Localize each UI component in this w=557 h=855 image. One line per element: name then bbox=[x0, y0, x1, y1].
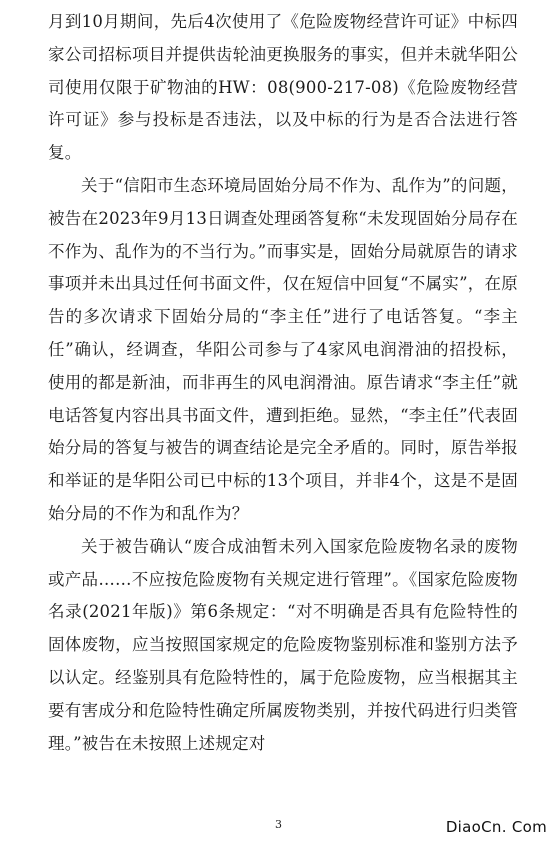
page-number: 3 bbox=[275, 818, 282, 831]
site-watermark: DiaoCn. Com bbox=[445, 818, 547, 836]
paragraph-3: 关于被告确认“废合成油暂未列入国家危险废物名录的废物或产品……不应按危险废物有关规定进行管理”。《国家危险废物名录(2021年版)》第6条规定：“对不明确是否具有危险特性的固体废物，应当按照国家规定的危险废物鉴别标准和鉴别方法予以认定。经鉴别具有危险特性的，属于危险废物，应当根据其主要有害成分和危险特性确定所属废物类别，并按代码进行归类管理。”被告在未按照上述规定对 bbox=[48, 536, 518, 753]
paragraph-1: 月到10月期间，先后4次使用了《危险废物经营许可证》中标四家公司招标项目并提供齿轮油更换服务的事实，但并未就华阳公司使用仅限于矿物油的HW：08(900-217-08)《危险废物经营许可证》参与投标是否违法，以及中标的行为是否合法进行答复。 bbox=[48, 12, 518, 163]
paragraph-2: 关于“信阳市生态环境局固始分局不作为、乱作为”的问题，被告在2023年9月13日调查处理函答复称“未发现固始分局存在不作为、乱作为的不当行为。”而事实是，固始分局就原告的请求事项并未出具过任何书面文件，仅在短信中回复“不属实”，在原告的多次请求下固始分局的“李主任”进行了电话答复。“李主任”确认，经调查，华阳公司参与了4家风电润滑油的招投标，使用的都是新油，而非再生的风电润滑油。原告请求“李主任”就电话答复内容出具书面文件，遭到拒绝。显然，“李主任”代表固始分局的答复与被告的调查结论是完全矛盾的。同时，原告举报和举证的是华阳公司已中标的13个项目，并非4个，这是不是固始分局的不作为和乱作为？ bbox=[48, 175, 518, 523]
document-body bbox=[48, 6, 518, 760]
